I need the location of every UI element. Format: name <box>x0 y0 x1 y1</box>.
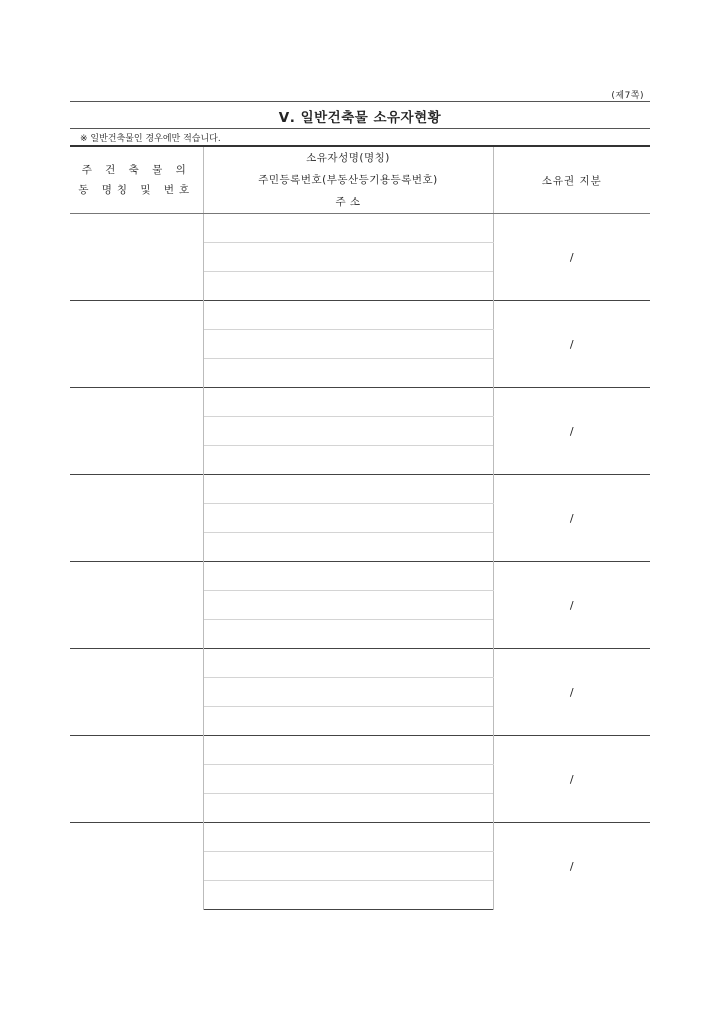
owner-reg-no-cell[interactable] <box>203 504 493 533</box>
owner-reg-no-cell[interactable] <box>203 678 493 707</box>
building-cell[interactable] <box>70 301 203 388</box>
building-cell[interactable] <box>70 823 203 910</box>
table-row <box>70 823 650 852</box>
owner-name-cell[interactable] <box>203 562 493 591</box>
owner-name-cell[interactable] <box>203 214 493 243</box>
building-cell[interactable] <box>70 388 203 475</box>
table-row <box>70 301 650 330</box>
owner-address-cell[interactable] <box>203 533 493 562</box>
table-row <box>70 388 650 417</box>
building-cell[interactable] <box>70 736 203 823</box>
share-cell[interactable]: / <box>493 736 650 823</box>
owner-name-cell[interactable] <box>203 736 493 765</box>
building-cell[interactable] <box>70 649 203 736</box>
page-number: (제7쪽) <box>611 91 644 101</box>
share-cell[interactable]: / <box>493 388 650 475</box>
owner-reg-no-cell[interactable] <box>203 765 493 794</box>
owner-address-cell[interactable] <box>203 446 493 475</box>
table-row <box>70 214 650 243</box>
owner-reg-no-cell[interactable] <box>203 417 493 446</box>
owner-status-table <box>70 145 650 910</box>
table-row <box>70 736 650 765</box>
page-title: Ⅴ. 일반건축물 소유자현황 <box>278 110 442 126</box>
table-row <box>70 475 650 504</box>
title-bar <box>70 101 650 129</box>
share-cell[interactable]: / <box>493 301 650 388</box>
column-header-owner <box>203 146 493 214</box>
table-header-row <box>70 146 650 214</box>
building-cell[interactable] <box>70 214 203 301</box>
owner-name-cell[interactable] <box>203 301 493 330</box>
table-row <box>70 562 650 591</box>
share-cell[interactable]: / <box>493 823 650 910</box>
owner-reg-no-cell[interactable] <box>203 591 493 620</box>
owner-name-cell[interactable] <box>203 649 493 678</box>
share-cell[interactable]: / <box>493 214 650 301</box>
table-row <box>70 649 650 678</box>
owner-address-cell[interactable] <box>203 359 493 388</box>
building-cell[interactable] <box>70 475 203 562</box>
owner-address-cell[interactable] <box>203 620 493 649</box>
owner-reg-no-cell[interactable] <box>203 243 493 272</box>
column-header-owner-reg-no: 주민등록번호(부동산등기용등록번호) <box>258 174 438 186</box>
column-header-owner-name: 소유자성명(명칭) <box>306 152 390 164</box>
owner-name-cell[interactable] <box>203 475 493 504</box>
column-header-building <box>70 146 203 214</box>
column-header-owner-address: 주 소 <box>335 196 361 208</box>
owner-name-cell[interactable] <box>203 388 493 417</box>
owner-address-cell[interactable] <box>203 881 493 910</box>
column-header-building-line2: 동 명칭 및 번호 <box>78 184 195 196</box>
share-cell[interactable]: / <box>493 475 650 562</box>
building-cell[interactable] <box>70 562 203 649</box>
column-header-share: 소유권 지분 <box>493 146 650 214</box>
owner-address-cell[interactable] <box>203 272 493 301</box>
owner-address-cell[interactable] <box>203 707 493 736</box>
owner-reg-no-cell[interactable] <box>203 852 493 881</box>
share-cell[interactable]: / <box>493 649 650 736</box>
column-header-building-line1: 주 건 축 물 의 <box>81 164 191 176</box>
instruction-note: ※ 일반건축물인 경우에만 적습니다. <box>80 134 221 144</box>
owner-name-cell[interactable] <box>203 823 493 852</box>
owner-reg-no-cell[interactable] <box>203 330 493 359</box>
owner-address-cell[interactable] <box>203 794 493 823</box>
share-cell[interactable]: / <box>493 562 650 649</box>
